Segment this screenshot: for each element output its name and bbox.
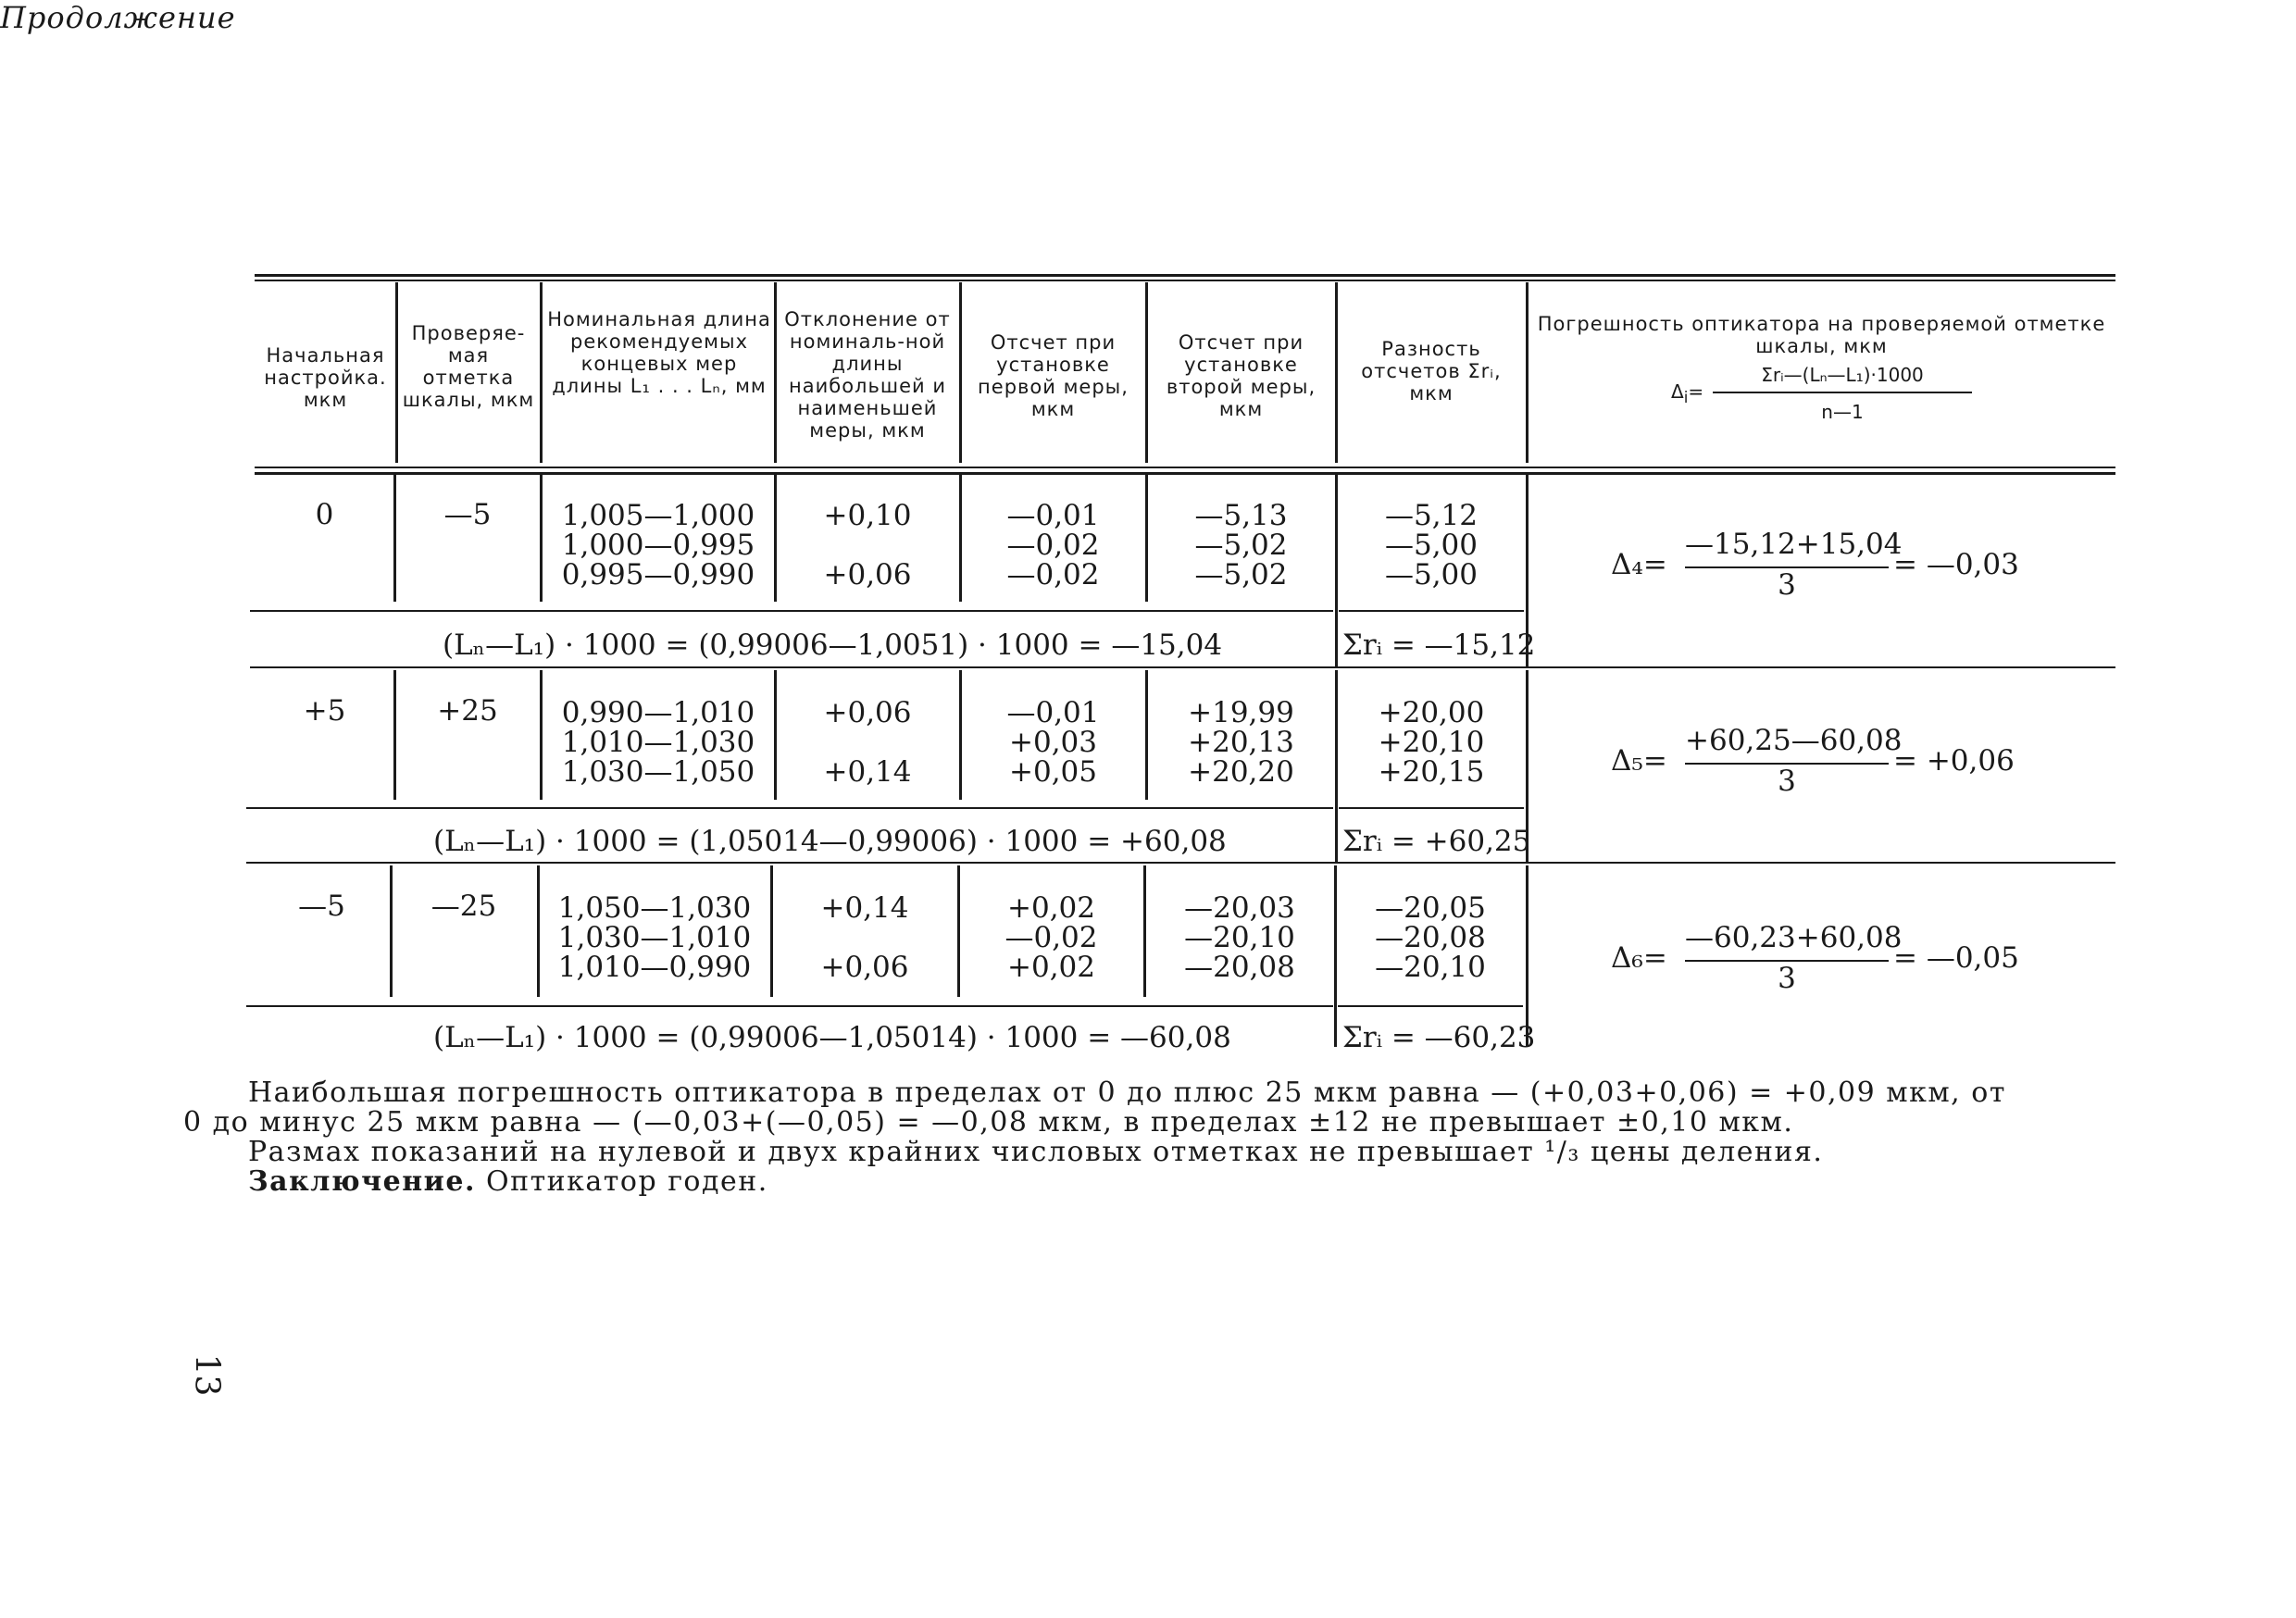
- deviation-value: +0,14: [820, 891, 909, 925]
- cell-divider: [957, 865, 960, 997]
- header-divider: [540, 282, 543, 463]
- formula-numerator: Σrᵢ—(Lₙ—L₁)·1000: [1761, 364, 1924, 386]
- error-label: Δ₅=: [1611, 744, 1667, 778]
- error-formula: [1611, 921, 2055, 1004]
- length-value: 1,000—0,995: [561, 529, 755, 562]
- difference-value: —5,00: [1384, 529, 1479, 562]
- error-formula: [1611, 528, 2055, 611]
- table-top-rule: [255, 274, 2115, 277]
- deviation-value: +0,14: [823, 755, 912, 789]
- second-reading-cell: [1147, 893, 1332, 982]
- column-header-mark: Проверяе-мая отметка шкалы, мкм: [402, 322, 535, 411]
- length-value: 1,050—1,030: [557, 891, 752, 925]
- paragraph-conclusion: [248, 1167, 2035, 1197]
- first-reading-cell: [961, 893, 1142, 982]
- cell-divider: [540, 670, 543, 800]
- first-reading-value: +0,05: [1009, 755, 1097, 789]
- lengths-cell: [541, 893, 768, 982]
- deviation-value: [778, 728, 957, 757]
- cell-divider: [390, 865, 393, 997]
- cell-divider: [1143, 865, 1146, 997]
- cell-divider: [959, 670, 962, 800]
- cell-divider: [1145, 670, 1148, 800]
- conclusion-value: Оптикатор годен.: [475, 1165, 768, 1198]
- formula-sub: i: [1683, 389, 1689, 406]
- lengths-cell: [544, 501, 772, 590]
- column-header-setting: Начальная настройка. мкм: [264, 344, 387, 411]
- sum-of-differences: Σrᵢ = +60,25: [1342, 825, 1531, 858]
- cell-divider: [393, 474, 396, 602]
- setting-cell: +5: [303, 694, 346, 728]
- lengths-cell: [544, 698, 772, 787]
- second-reading-value: —20,03: [1184, 891, 1295, 925]
- column-header-length: Номинальная длина рекомендуемых концевых мер длины L₁ . . . Lₙ, мм: [547, 308, 771, 397]
- first-reading-cell: [963, 698, 1143, 787]
- length-value: 1,030—1,050: [561, 755, 755, 789]
- difference-cell: [1339, 501, 1524, 590]
- cell-divider: [1526, 865, 1529, 1047]
- length-value: 1,005—1,000: [561, 499, 755, 532]
- row-rule: [246, 1005, 1333, 1007]
- mark-cell: +25: [437, 694, 498, 728]
- first-reading-value: —0,02: [1006, 529, 1100, 562]
- first-reading-value: +0,03: [1009, 726, 1097, 759]
- second-reading-value: —5,02: [1194, 529, 1288, 562]
- difference-value: —20,05: [1375, 891, 1486, 925]
- cell-divider: [774, 474, 777, 602]
- error-numerator: —60,23+60,08: [1685, 921, 1903, 954]
- column-header-error: Погрешность оптикатора на проверяемой отметке шкалы, мкм: [1537, 313, 2106, 357]
- deviation-cell: [778, 698, 957, 787]
- first-reading-value: —0,01: [1006, 696, 1100, 729]
- row-rule: [1338, 1005, 1523, 1007]
- difference-value: +20,00: [1378, 696, 1485, 729]
- deviation-value: +0,06: [820, 951, 909, 984]
- second-reading-value: +20,20: [1188, 755, 1294, 789]
- difference-value: —20,08: [1375, 921, 1486, 954]
- second-reading-value: —20,10: [1184, 921, 1295, 954]
- row-rule: [250, 610, 1333, 612]
- deviation-value: +0,10: [823, 499, 912, 532]
- row-rule: [246, 807, 1333, 809]
- deviation-value: +0,06: [823, 558, 912, 591]
- header-divider: [395, 282, 398, 463]
- length-difference-formula: (Lₙ—L₁) · 1000 = (0,99006—1,05014) · 1000 = —60,08: [433, 1021, 1231, 1054]
- formula-bar: [1713, 392, 1972, 393]
- cell-divider: [393, 670, 396, 800]
- table-top-rule-2: [255, 280, 2115, 281]
- sum-of-differences: Σrᵢ = —60,23: [1342, 1021, 1536, 1054]
- error-formula: [1611, 724, 2055, 807]
- first-reading-value: —0,01: [1006, 499, 1100, 532]
- group-bottom-rule: [1529, 666, 2115, 668]
- difference-value: —5,12: [1384, 499, 1479, 532]
- difference-value: +20,15: [1378, 755, 1485, 789]
- error-numerator: +60,25—60,08: [1685, 724, 1903, 757]
- difference-value: +20,10: [1378, 726, 1485, 759]
- paragraph-spread: Размах показаний на нулевой и двух крайних числовых отметках не превышает ¹/₃ цены деления.: [248, 1136, 1824, 1168]
- first-reading-value: —0,02: [1006, 558, 1100, 591]
- first-reading-value: +0,02: [1007, 891, 1095, 925]
- group-bottom-rule: [246, 862, 1588, 864]
- second-reading-value: —5,02: [1194, 558, 1288, 591]
- header-divider: [959, 282, 962, 463]
- error-label: Δ₄=: [1611, 548, 1667, 581]
- column-header-difference: Разность отсчетов Σrᵢ, мкм: [1361, 338, 1502, 404]
- cell-divider: [1334, 865, 1337, 1047]
- length-value: 0,995—0,990: [561, 558, 755, 591]
- header-divider: [1145, 282, 1148, 463]
- error-result: = +0,06: [1893, 744, 2015, 778]
- length-difference-formula: (Lₙ—L₁) · 1000 = (1,05014—0,99006) · 1000 = +60,08: [433, 825, 1227, 858]
- cell-divider: [1335, 670, 1338, 863]
- length-value: 1,010—1,030: [561, 726, 755, 759]
- column-header-deviation: Отклонение от номиналь-ной длины наибольшей и наименьшей меры, мкм: [784, 308, 951, 442]
- first-reading-value: +0,02: [1007, 951, 1095, 984]
- group-bottom-rule: [250, 666, 1588, 668]
- paragraph-max-error: Наибольшая погрешность оптикатора в пределах от 0 до плюс 25 мкм равна — (+0,03+0,06) = +0,09 мкм, от 0 до минус 25 мкм равна — (—0,03+(—0,05) = —0,08 мкм, в пределах ±12 не превышает ±0,10 мкм.: [183, 1077, 2006, 1139]
- error-result: = —0,05: [1893, 941, 2019, 975]
- second-reading-cell: [1149, 501, 1333, 590]
- first-reading-cell: [963, 501, 1143, 590]
- deviation-value: [778, 530, 957, 560]
- sum-of-differences: Σrᵢ = —15,12: [1342, 629, 1536, 662]
- difference-cell: [1338, 893, 1523, 982]
- deviation-cell: [774, 893, 955, 982]
- length-value: 1,030—1,010: [557, 921, 752, 954]
- difference-value: —20,10: [1375, 951, 1486, 984]
- header-bottom-rule: [255, 467, 2115, 468]
- length-value: 0,990—1,010: [561, 696, 755, 729]
- difference-value: —5,00: [1384, 558, 1479, 591]
- column-header-second-reading: Отсчет при установке второй меры, мкм: [1166, 331, 1316, 420]
- cell-divider: [540, 474, 543, 602]
- row-rule: [1339, 610, 1524, 612]
- cell-divider: [1145, 474, 1148, 602]
- header-bottom-rule-2: [255, 472, 2115, 475]
- error-denominator: 3: [1778, 568, 1796, 602]
- formula-lhs: Δ: [1671, 380, 1684, 403]
- formula-denominator: n—1: [1821, 401, 1864, 423]
- second-reading-value: +19,99: [1188, 696, 1294, 729]
- header-formula: $\Delta_i=$ Σrᵢ—(Lₙ—L₁)·1000 n—1: [1671, 364, 1977, 438]
- header-divider: [1335, 282, 1338, 463]
- row-rule: [1339, 807, 1524, 809]
- column-header-first-reading: Отсчет при установке первой меры, мкм: [978, 331, 1129, 420]
- error-result: = —0,03: [1893, 548, 2019, 581]
- second-reading-cell: [1149, 698, 1333, 787]
- deviation-cell: [778, 501, 957, 590]
- setting-cell: —5: [298, 890, 345, 923]
- error-label: Δ₆=: [1611, 941, 1667, 975]
- difference-cell: [1339, 698, 1524, 787]
- length-value: 1,010—0,990: [557, 951, 752, 984]
- page-number: 13: [187, 1353, 226, 1397]
- deviation-value: +0,06: [823, 696, 912, 729]
- deviation-value: [774, 923, 955, 952]
- cell-divider: [959, 474, 962, 602]
- cell-divider: [774, 670, 777, 800]
- setting-cell: 0: [315, 498, 334, 531]
- group-bottom-rule: [1529, 862, 2115, 864]
- header-divider: [1526, 282, 1529, 463]
- error-numerator: —15,12+15,04: [1685, 528, 1903, 561]
- mark-cell: —25: [430, 890, 497, 923]
- header-divider: [774, 282, 777, 463]
- cell-divider: [537, 865, 540, 997]
- cell-divider: [770, 865, 773, 997]
- error-denominator: 3: [1778, 962, 1796, 995]
- conclusion-label: Заключение.: [248, 1165, 476, 1198]
- second-reading-value: —20,08: [1184, 951, 1295, 984]
- continuation-label: Продолжение: [0, 0, 236, 35]
- first-reading-value: —0,02: [1004, 921, 1098, 954]
- conclusion-text: [183, 1077, 2035, 1198]
- second-reading-value: +20,13: [1188, 726, 1294, 759]
- cell-divider: [1335, 474, 1338, 668]
- error-denominator: 3: [1778, 765, 1796, 798]
- mark-cell: —5: [443, 498, 492, 531]
- length-difference-formula: (Lₙ—L₁) · 1000 = (0,99006—1,0051) · 1000 = —15,04: [443, 629, 1223, 662]
- second-reading-value: —5,13: [1194, 499, 1288, 532]
